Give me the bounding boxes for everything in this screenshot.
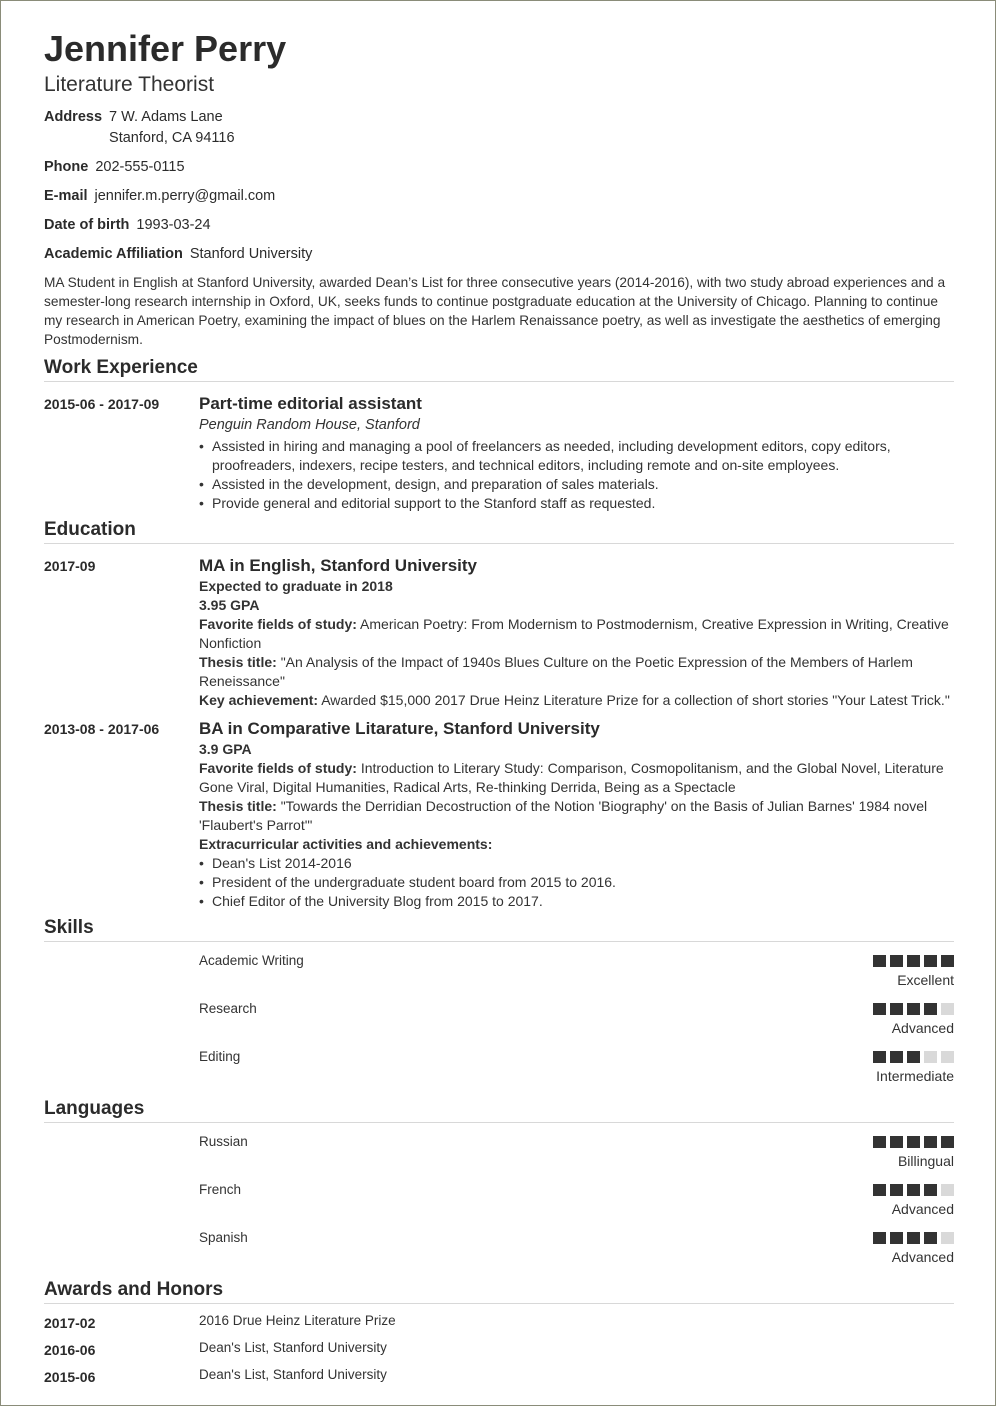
list-item: • Assisted in the development, design, and preparation of sales materials. (212, 475, 954, 494)
list-item: • Dean's List 2014-2016 (212, 854, 954, 873)
skill-name: Editing (199, 1049, 241, 1064)
rating-square-filled (907, 955, 920, 967)
thesis-label: Thesis title: (199, 654, 277, 670)
section-heading-awards: Awards and Honors (44, 1277, 954, 1304)
skill-level: Intermediate (876, 1068, 954, 1084)
skill-level: Excellent (897, 972, 954, 988)
rating-square-filled (924, 1136, 937, 1148)
education-gpa: 3.95 GPA (199, 597, 260, 613)
fields-label: Favorite fields of study: (199, 760, 357, 776)
education-achievement (199, 691, 954, 710)
rating-square-filled (890, 1184, 903, 1196)
contact-email (44, 186, 954, 207)
achievement-value: Awarded $15,000 2017 Drue Heinz Literature Prize for a collection of short stories "Your Latest Trick." (321, 692, 950, 708)
work-entry (44, 393, 954, 513)
work-date: 2015-06 - 2017-09 (44, 396, 160, 412)
rating-dots (834, 1051, 954, 1063)
skill-rating (834, 1048, 954, 1086)
education-degree: MA in English, Stanford University (199, 556, 478, 575)
award-date: 2016-06 (44, 1342, 96, 1358)
education-body (199, 718, 954, 911)
education-fields (199, 615, 954, 653)
rating-square-filled (873, 1136, 886, 1148)
language-rating (834, 1181, 954, 1219)
education-degree: BA in Comparative Litarature, Stanford University (199, 719, 600, 738)
extracurricular-bullets (199, 854, 954, 911)
rating-square-filled (907, 1003, 920, 1015)
thesis-value: "An Analysis of the Impact of 1940s Blues Culture on the Poetic Expression of the Members of Harlem Reneissance" (199, 654, 913, 689)
contact-address (44, 107, 954, 149)
education-body (199, 555, 954, 710)
fields-value: American Poetry: From Modernism to Postmodernism, Creative Expression in Writing, Creative Nonfiction (199, 616, 949, 651)
language-name: French (199, 1182, 242, 1197)
section-heading-education: Education (44, 517, 954, 544)
work-company: Penguin Random House, Stanford (199, 417, 420, 433)
thesis-value: "Towards the Derridian Decostruction of the Notion 'Biography' on the Basis of Julian Barnes' 1984 novel 'Flaubert's Parrot'" (199, 798, 928, 833)
language-name: Russian (199, 1134, 248, 1149)
work-bullets (199, 437, 954, 513)
skill-item (44, 1000, 954, 1038)
address-line1: 7 W. Adams Lane (109, 109, 223, 125)
skill-rating (834, 952, 954, 990)
skill-rating (834, 1000, 954, 1038)
award-item (44, 1367, 954, 1385)
email-value: jennifer.m.perry@gmail.com (94, 188, 276, 204)
rating-square-filled (907, 1232, 920, 1244)
language-rating (834, 1133, 954, 1171)
rating-square-filled (907, 1184, 920, 1196)
skill-name: Academic Writing (199, 953, 304, 968)
education-date: 2017-09 (44, 558, 96, 574)
education-gpa: 3.9 GPA (199, 741, 252, 757)
skill-item (44, 1048, 954, 1086)
awards-list (44, 1313, 954, 1385)
rating-square-filled (873, 955, 886, 967)
rating-square-empty (941, 1232, 954, 1244)
skill-level: Advanced (891, 1020, 954, 1036)
rating-square-filled (890, 1136, 903, 1148)
rating-square-filled (873, 1003, 886, 1015)
award-text: Dean's List, Stanford University (199, 1340, 387, 1355)
dob-value: 1993-03-24 (136, 217, 211, 233)
education-date: 2013-08 - 2017-06 (44, 721, 160, 737)
skills-list (44, 952, 954, 1086)
affiliation-value: Stanford University (189, 246, 313, 262)
rating-square-filled (924, 1003, 937, 1015)
section-heading-languages: Languages (44, 1096, 954, 1123)
rating-dots (834, 1232, 954, 1244)
rating-dots (834, 1184, 954, 1196)
award-item (44, 1340, 954, 1358)
list-item: • Chief Editor of the University Blog from 2015 to 2017. (212, 892, 954, 911)
language-item (44, 1133, 954, 1171)
thesis-label: Thesis title: (199, 798, 277, 814)
resume-content (44, 27, 954, 1385)
rating-square-filled (890, 1003, 903, 1015)
education-fields (199, 759, 954, 797)
language-level: Advanced (891, 1249, 954, 1265)
address-value (109, 107, 235, 149)
rating-dots (834, 1136, 954, 1148)
affiliation-label: Academic Affiliation (44, 246, 183, 262)
summary-paragraph: MA Student in English at Stanford University, awarded Dean’s List for three consecutive years (2014-2016), with two study abroad experiences and a semester-long research internship in Oxford, UK, seeks funds to continue postgraduate education at the University of Chicago. Planning to continue my research in American Poetry, examining the impact of blues on the Harlem Renaissance poetry, as well as investigate the aesthetics of emerging Postmodernism. (44, 275, 946, 347)
education-entry (44, 718, 954, 911)
list-item: • Assisted in hiring and managing a pool of freelancers as needed, including development editors, copy editors, proofreaders, indexers, recipe testers, and technical editors, including remote and on-site employees. (212, 437, 954, 475)
rating-square-filled (873, 1184, 886, 1196)
award-date: 2017-02 (44, 1315, 96, 1331)
work-role: Part-time editorial assistant (199, 394, 422, 413)
rating-square-filled (907, 1051, 920, 1063)
award-text: Dean's List, Stanford University (199, 1367, 387, 1382)
education-thesis (199, 797, 954, 835)
language-level: Advanced (891, 1201, 954, 1217)
rating-square-filled (890, 1051, 903, 1063)
rating-square-empty (941, 1184, 954, 1196)
language-rating (834, 1229, 954, 1267)
contact-dob (44, 215, 954, 236)
rating-square-empty (941, 1051, 954, 1063)
list-item: • President of the undergraduate student board from 2015 to 2016. (212, 873, 954, 892)
candidate-name: Jennifer Perry (44, 28, 287, 69)
work-body (199, 393, 954, 513)
rating-dots (834, 955, 954, 967)
section-heading-work: Work Experience (44, 355, 954, 382)
rating-square-filled (941, 1136, 954, 1148)
rating-dots (834, 1003, 954, 1015)
contact-phone (44, 157, 954, 178)
education-entry (44, 555, 954, 710)
rating-square-filled (873, 1051, 886, 1063)
skill-name: Research (199, 1001, 257, 1016)
language-item (44, 1181, 954, 1219)
list-item: • Provide general and editorial support to the Stanford staff as requested. (212, 494, 954, 513)
education-thesis (199, 653, 954, 691)
rating-square-filled (924, 955, 937, 967)
award-text: 2016 Drue Heinz Literature Prize (199, 1313, 396, 1328)
address-line2: Stanford, CA 94116 (109, 130, 235, 146)
fields-value: Introduction to Literary Study: Comparison, Cosmopolitanism, and the Global Novel, Literature Gone Viral, Digital Humanities, Radical Arts, Re-thinking Derrida, Being as a Spectacle (199, 760, 944, 795)
rating-square-filled (890, 1232, 903, 1244)
phone-label: Phone (44, 159, 89, 175)
address-label: Address (44, 109, 103, 125)
award-date: 2015-06 (44, 1369, 96, 1385)
language-item (44, 1229, 954, 1267)
dob-label: Date of birth (44, 217, 130, 233)
contact-affiliation (44, 244, 954, 265)
rating-square-empty (941, 1003, 954, 1015)
languages-list (44, 1133, 954, 1267)
rating-square-filled (941, 955, 954, 967)
skill-item (44, 952, 954, 990)
rating-square-empty (924, 1051, 937, 1063)
rating-square-filled (924, 1184, 937, 1196)
section-heading-skills: Skills (44, 915, 954, 942)
rating-square-filled (873, 1232, 886, 1244)
email-label: E-mail (44, 188, 88, 204)
rating-square-filled (924, 1232, 937, 1244)
award-item (44, 1313, 954, 1331)
phone-value: 202-555-0115 (95, 159, 185, 175)
rating-square-filled (890, 955, 903, 967)
language-level: Billingual (897, 1153, 954, 1169)
contact-block (44, 107, 954, 265)
rating-square-filled (907, 1136, 920, 1148)
candidate-title: Literature Theorist (44, 73, 215, 96)
language-name: Spanish (199, 1230, 248, 1245)
achievement-label: Key achievement: (199, 692, 319, 708)
extracurricular-label: Extracurricular activities and achievements: (199, 836, 493, 852)
education-expected: Expected to graduate in 2018 (199, 578, 393, 594)
fields-label: Favorite fields of study: (199, 616, 357, 632)
